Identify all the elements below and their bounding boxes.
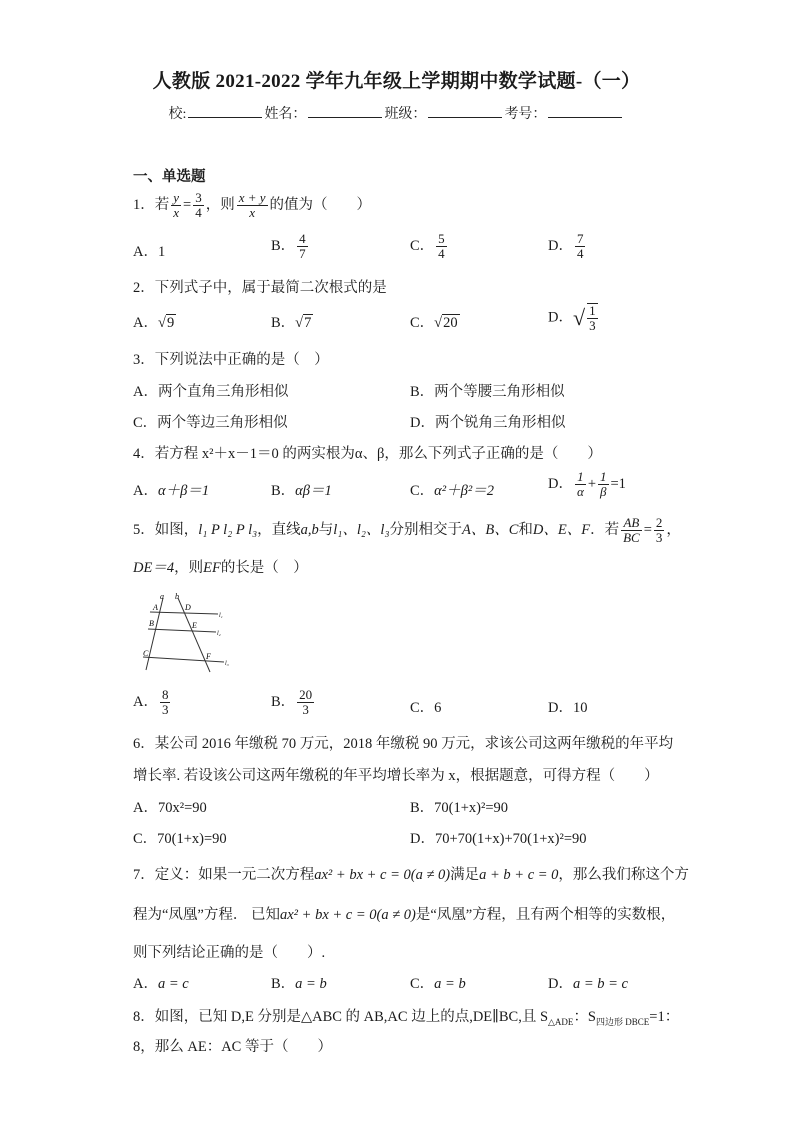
label-a: a <box>160 592 164 601</box>
q3-option-c: C．两个等边三角形相似 <box>133 415 288 431</box>
q4-option-a: A．α＋β＝1 <box>133 483 210 499</box>
section-title: 一、单选题 <box>133 169 206 185</box>
q2-option-c: C．√20 <box>410 315 458 331</box>
question-4: 4．若方程 x²＋x－1＝0 的两实根为α、β，那么下列式子正确的是（ ） <box>133 446 602 462</box>
q5-parallel-lines-figure <box>138 590 238 674</box>
question-3: 3．下列说法中正确的是（ ） <box>133 352 329 368</box>
question-8-line-1: 8．如图，已知 D,E 分别是△ABC 的 AB,AC 边上的点,DE∥BC,且 $S_{\triangle ADE}$：$S_{四边形 DBCE}=1$： <box>133 1009 680 1027</box>
q2-option-b: B．√7 <box>271 315 312 331</box>
class-blank <box>428 105 502 118</box>
exam-number-label: 考号： <box>504 107 547 122</box>
q5-option-c: C．6 <box>410 700 442 716</box>
q6-option-b: B．70(1+x)²=90 <box>410 800 509 816</box>
label-l1: l₁ <box>219 613 223 619</box>
question-6-line-1: 6．某公司 2016 年缴税 70 万元，2018 年缴税 90 万元，求该公司这两年缴税的年平均 <box>133 736 674 752</box>
q4-option-b: B．αβ＝1 <box>271 483 332 499</box>
question-8-line-2: 8，那么 AE：AC 等于（ ） <box>133 1039 332 1055</box>
line-l3 <box>143 657 224 662</box>
question-5-line-1: 5．如图，l₁ P l₂ P l₃，直线a,b与l₁、l₂、l₃分别相交于A、B、C和D、E、F．若 $\frac{AB}{BC}$ = $\frac{2}{3}$ ， <box>133 515 681 545</box>
q3-option-a: A．两个直角三角形相似 <box>133 384 289 400</box>
q7-option-a: A．a = c <box>133 976 189 992</box>
q3-option-d: D．两个锐角三角形相似 <box>410 415 566 431</box>
question-5-line-2: DE＝4，则EF的长是（ ） <box>133 560 308 576</box>
q6-option-d: D．70+70(1+x)+70(1+x)²=90 <box>410 831 587 847</box>
q3-option-b: B．两个等腰三角形相似 <box>410 384 565 400</box>
label-B: B <box>149 619 154 628</box>
q7-option-c: C．a = b <box>410 976 466 992</box>
q1-option-c: C． $\frac{5}{4}$ <box>410 231 445 261</box>
exam-number-blank <box>548 105 622 118</box>
question-1: 1．若 $\frac{y}{x}$ = $\frac{3}{4}$ ，则 $\frac{x + y}{x}$ 的值为（ ） <box>133 190 372 220</box>
name-blank <box>308 105 382 118</box>
q4-option-c: C．α²＋β²＝2 <box>410 483 494 499</box>
label-D: D <box>185 603 191 612</box>
question-6-line-2: 增长率. 若设该公司这两年缴税的年平均增长率为 x，根据题意，可得方程（ ） <box>133 768 659 784</box>
q7-option-b: B．a = b <box>271 976 327 992</box>
question-2: 2．下列式子中，属于最简二次根式的是 <box>133 280 387 296</box>
q1-option-a: A．1 <box>133 244 166 260</box>
label-F: F <box>206 652 211 661</box>
question-7-line-1: 7．定义：如果一元二次方程ax² + bx + c = 0(a ≠ 0)满足a + b + c = 0，那么我们称这个方 <box>133 867 689 883</box>
student-info-row <box>0 103 793 123</box>
q4-option-d: D． $\frac{1}{\alpha}$ + $\frac{1}{\beta}$ =1 <box>548 469 626 499</box>
school-blank <box>188 105 262 118</box>
q2-option-a: A．√9 <box>133 315 175 331</box>
question-7-line-2: 程为“凤凰”方程． 已知ax² + bx + c = 0(a ≠ 0)是“凤凰”方程，且有两个相等的实数根， <box>133 907 676 923</box>
q5-option-a: A． $\frac{8}{3}$ <box>133 687 169 717</box>
label-E: E <box>192 621 197 630</box>
page-title: 人教版 2021-2022 学年九年级上学期期中数学试题-（一） <box>152 71 641 92</box>
name-label: 姓名： <box>264 107 307 122</box>
line-l2 <box>148 629 216 632</box>
q5-option-d: D．10 <box>548 700 588 716</box>
q7-option-d: D．a = b = c <box>548 976 628 992</box>
label-b: b <box>175 592 179 601</box>
q2-option-d: D．√ $\frac{1}{3}$ <box>548 303 596 333</box>
q1-option-d: D． $\frac{7}{4}$ <box>548 231 584 261</box>
q1-option-b: B． $\frac{4}{7}$ <box>271 231 306 261</box>
label-A: A <box>153 603 158 612</box>
question-7-line-3: 则下列结论正确的是（ ）. <box>133 945 326 961</box>
label-C: C <box>143 649 149 658</box>
q5-option-b: B． $\frac{20}{3}$ <box>271 687 313 717</box>
q6-option-c: C．70(1+x)=90 <box>133 831 227 847</box>
class-label: 班级： <box>384 107 427 122</box>
school-label: 校: <box>168 107 187 122</box>
label-l3: l₃ <box>225 661 229 667</box>
q6-option-a: A．70x²=90 <box>133 800 207 816</box>
label-l2: l₂ <box>217 631 221 637</box>
